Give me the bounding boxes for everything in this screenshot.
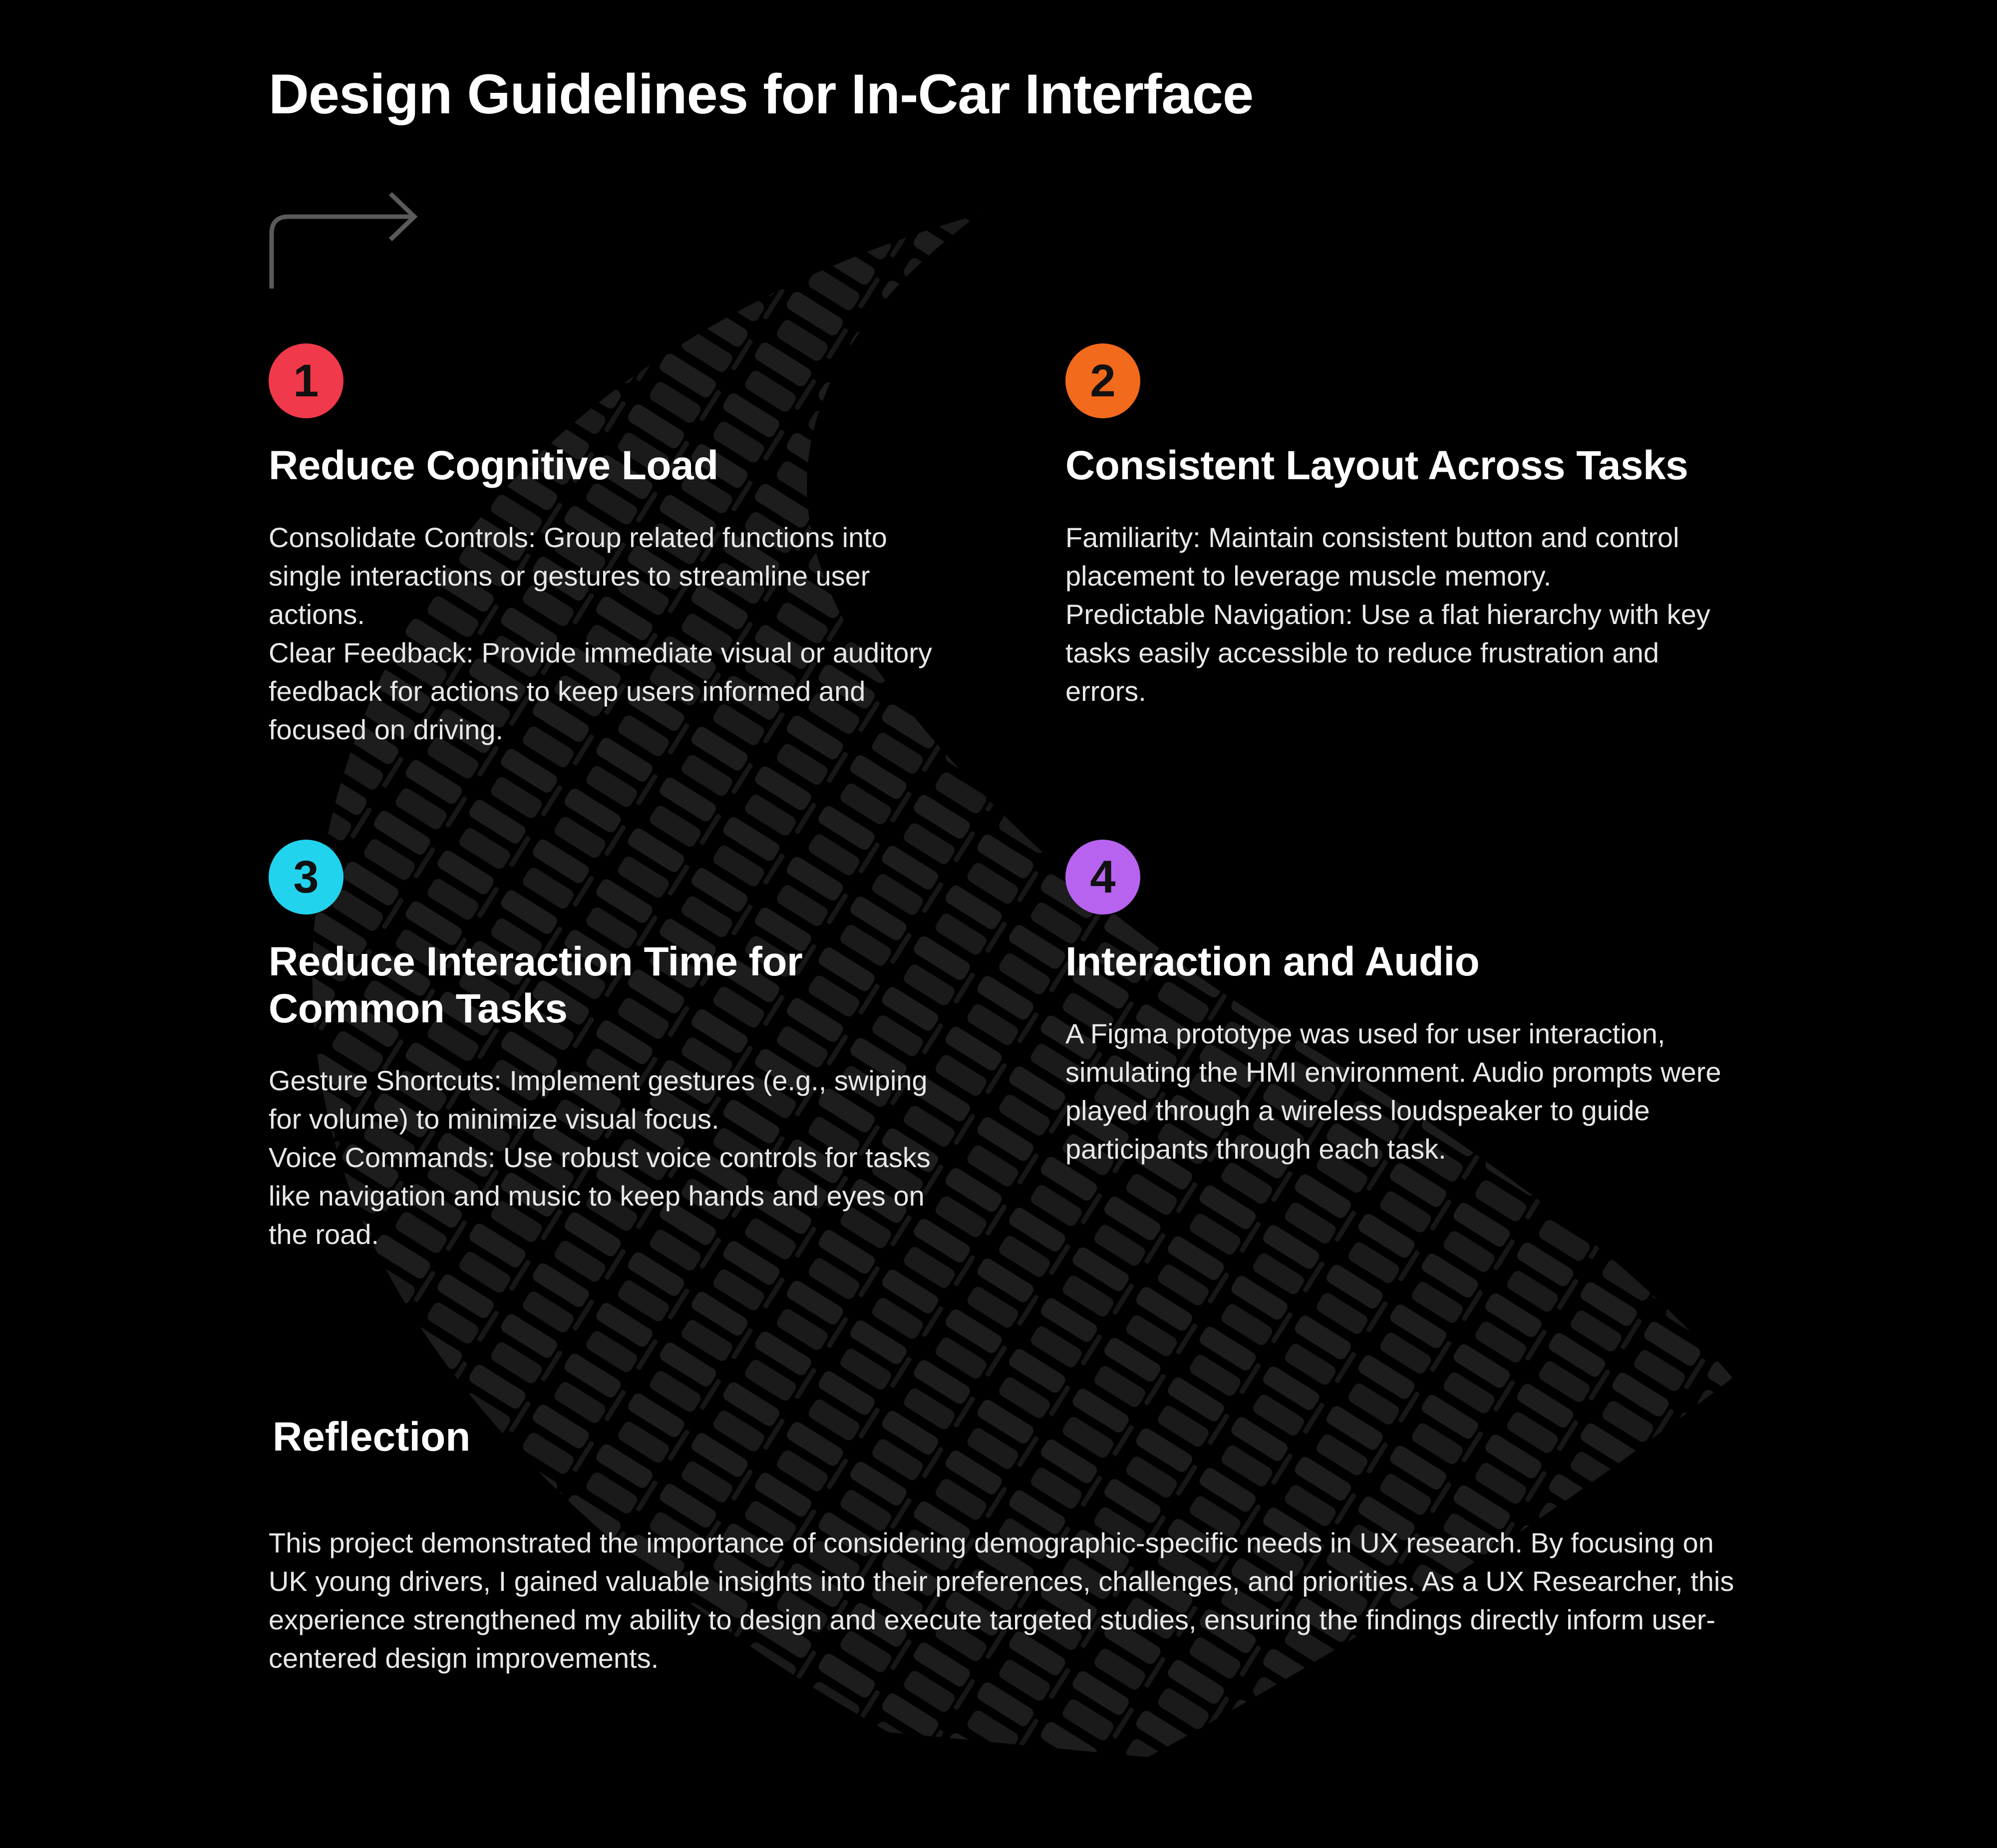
guideline-title-2: Consistent Layout Across Tasks [1065,443,1688,488]
guideline-card-3 [269,840,938,1253]
reflection-body: This project demonstrated the importance of considering demographic-specific needs in UX research. By focusing on UK young drivers, I gained valuable insights into their preferences, challenges, and priorities. As a UX Researcher, this experience strengthened my ability to design and execute targeted studies, ensuring the findings directly inform user-centered design improvements. [269,1527,1734,1674]
guideline-title-1: Reduce Cognitive Load [269,443,718,488]
guideline-number-badge-1: 1 [269,343,343,418]
guideline-card-4 [1065,840,1734,1168]
guideline-title-4: Interaction and Audio [1065,939,1480,984]
page-title: Design Guidelines for In-Car Interface [269,63,1254,125]
guideline-body-2 [1065,518,1729,710]
guideline-number-badge-4: 4 [1065,840,1140,915]
guideline-paragraph: Predictable Navigation: Use a flat hierarchy with key tasks easily accessible to reduce frustration and errors. [1065,599,1710,707]
guideline-body-1 [269,518,933,749]
guideline-number-badge-3: 3 [269,840,343,915]
guideline-paragraph: Familiarity: Maintain consistent button and control placement to leverage muscle memory. [1065,522,1679,592]
guideline-paragraph: A Figma prototype was used for user interaction, simulating the HMI environment. Audio prompts were played through a wireless loudspeaker to guide participants through each task. [1065,1018,1721,1165]
guideline-body-4 [1065,1014,1729,1168]
guideline-paragraph: Consolidate Controls: Group related functions into single interactions or gestures to streamline user actions. [269,522,887,630]
guideline-paragraph: Voice Commands: Use robust voice controls for tasks like navigation and music to keep hands and eyes on the road. [269,1142,931,1250]
guideline-card-2 [1065,343,1734,710]
guideline-body-3 [269,1061,933,1253]
reflection-title: Reflection [273,1414,471,1460]
guideline-number-badge-2: 2 [1065,343,1140,418]
turn-right-arrow-icon [265,189,424,294]
guideline-title-3: Reduce Interaction Time for Common Tasks [269,939,803,1031]
guideline-paragraph: Clear Feedback: Provide immediate visual or auditory feedback for actions to keep users informed and focused on driving. [269,637,933,745]
guideline-paragraph: Gesture Shortcuts: Implement gestures (e.g., swiping for volume) to minimize visual focus. [269,1065,928,1135]
guideline-card-1 [269,343,938,749]
